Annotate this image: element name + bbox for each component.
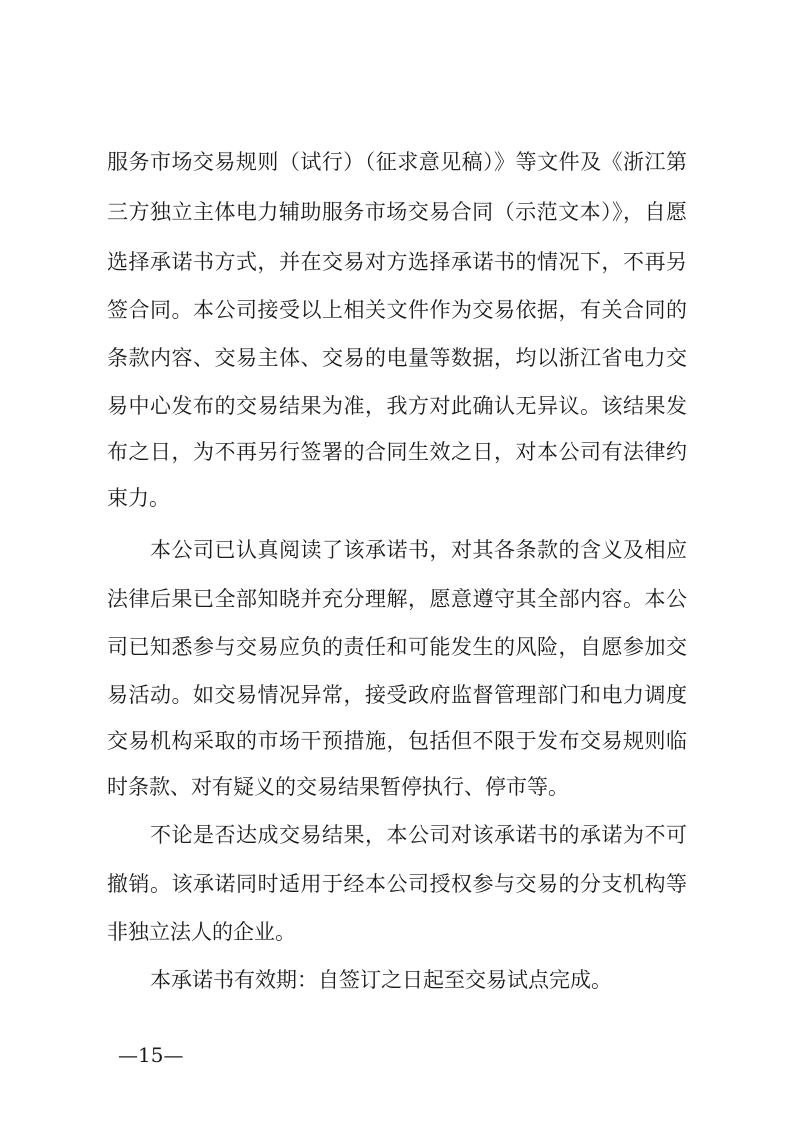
paragraph-line: 签合同。本公司接受以上相关文件作为交易依据，有关合同的	[107, 298, 687, 322]
paragraph-line: 选择承诺书方式，并在交易对方选择承诺书的情况下，不再另	[107, 250, 687, 274]
paragraph-line: 司已知悉参与交易应负的责任和可能发生的风险，自愿参加交	[107, 635, 687, 659]
paragraph-line: 易活动。如交易情况异常，接受政府监督管理部门和电力调度	[107, 683, 687, 707]
paragraph-line: 时条款、对有疑义的交易结果暂停执行、停市等。	[107, 775, 569, 799]
paragraph-line: 布之日，为不再另行签署的合同生效之日，对本公司有法律约	[107, 440, 687, 464]
paragraph-line: 服务市场交易规则（试行）（征求意见稿）》等文件及《浙江第	[107, 150, 687, 174]
paragraph-line: 三方独立主体电力辅助服务市场交易合同（示范文本）》，自愿	[107, 200, 687, 224]
paragraph-line: 本承诺书有效期：自签订之日起至交易试点完成。	[150, 968, 612, 992]
paragraph-line: 交易机构采取的市场干预措施，包括但不限于发布交易规则临	[107, 729, 687, 753]
page-number: —15—	[118, 1043, 184, 1067]
paragraph-line: 本公司已认真阅读了该承诺书，对其各条款的含义及相应	[150, 538, 687, 562]
paragraph-line: 易中心发布的交易结果为准，我方对此确认无异议。该结果发	[107, 394, 687, 418]
paragraph-line: 条款内容、交易主体、交易的电量等数据，均以浙江省电力交	[107, 346, 687, 370]
paragraph-line: 非独立法人的企业。	[107, 920, 296, 944]
paragraph-line: 法律后果已全部知晓并充分理解，愿意遵守其全部内容。本公	[107, 587, 687, 611]
paragraph-line: 撤销。该承诺同时适用于经本公司授权参与交易的分支机构等	[107, 872, 687, 896]
paragraph-line: 束力。	[107, 486, 170, 510]
paragraph-line: 不论是否达成交易结果，本公司对该承诺书的承诺为不可	[150, 823, 687, 847]
